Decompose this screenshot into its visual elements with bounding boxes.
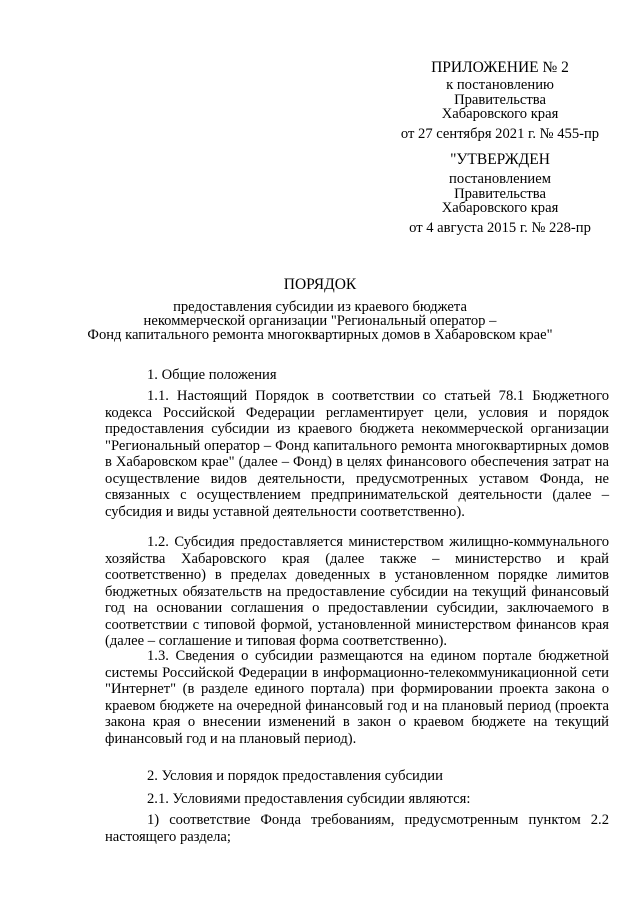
appendix-line: Хабаровского края — [441, 105, 559, 122]
list-item-1: 1) соответствие Фонда требованиям, предусмотренным пунктом 2.2 настоящего раздела; — [105, 812, 609, 845]
section-1-heading: 1. Общие положения — [147, 367, 277, 383]
approved-block — [395, 150, 605, 237]
appendix-block — [395, 58, 605, 143]
approved-line: Правительства — [454, 185, 546, 202]
paragraph-1-2: 1.2. Субсидия предоставляется министерством жилищно-коммунального хозяйства Хабаровского края (далее также – министерство и край соответственно) в пределах доведенных в установленном порядке лимитов бюджетных обязательств на предоставление субсидии на текущий финансовый год на основании соглашения о предоставлении субсидии, заключаемого в соответствии с типовой формой, установленной министерством финансов края (далее – соглашение и типовая форма соответственно). — [105, 534, 609, 649]
appendix-title: ПРИЛОЖЕНИЕ № 2 — [431, 59, 569, 76]
paragraph-2-1: 2.1. Условиями предоставления субсидии являются: — [147, 791, 471, 807]
paragraph-1-1: 1.1. Настоящий Порядок в соответствии со статьей 78.1 Бюджетного кодекса Российской Федерации регламентирует цели, условия и порядок предоставления субсидии из краевого бюджета некоммерческой организации "Региональный оператор – Фонд капитального ремонта многоквартирных домов в Хабаровском крае" (далее – Фонд) в целях финансового обеспечения затрат на осуществление видов деятельности, предусмотренных уставом Фонда, не связанных с осуществлением предпринимательской деятельности (далее – субсидия и виды уставной деятельности соответственно). — [105, 388, 609, 520]
document-title-main: ПОРЯДОК — [283, 276, 357, 293]
paragraph-1-3: 1.3. Сведения о субсидии размещаются на едином портале бюджетной системы Российской Федерации в информационно-телекоммуникационной сети "Интернет" (в разделе единого портала) при формировании проекта закона о краевом бюджете на очередной финансовый год и на плановый период (проекта закона края о внесении изменений в закон о краевом бюджете на текущий финансовый год и на плановый период). — [105, 648, 609, 747]
appendix-date: от 27 сентября 2021 г. № 455-пр — [400, 126, 600, 142]
appendix-line: Правительства — [454, 91, 546, 108]
document-subtitle: Фонд капитального ремонта многоквартирных домов в Хабаровском крае" — [87, 327, 553, 343]
document-subtitle: некоммерческой организации "Региональный оператор – — [143, 313, 497, 329]
appendix-line: к постановлению — [446, 77, 554, 93]
approved-line: постановлением — [449, 171, 551, 187]
document-title — [0, 276, 640, 342]
approved-line: Хабаровского края — [441, 199, 559, 216]
document-subtitle: предоставления субсидии из краевого бюджета — [173, 299, 467, 315]
approved-title: "УТВЕРЖДЕН — [450, 151, 550, 168]
section-2-heading: 2. Условия и порядок предоставления субсидии — [147, 768, 443, 784]
approved-date: от 4 августа 2015 г. № 228-пр — [409, 220, 591, 236]
